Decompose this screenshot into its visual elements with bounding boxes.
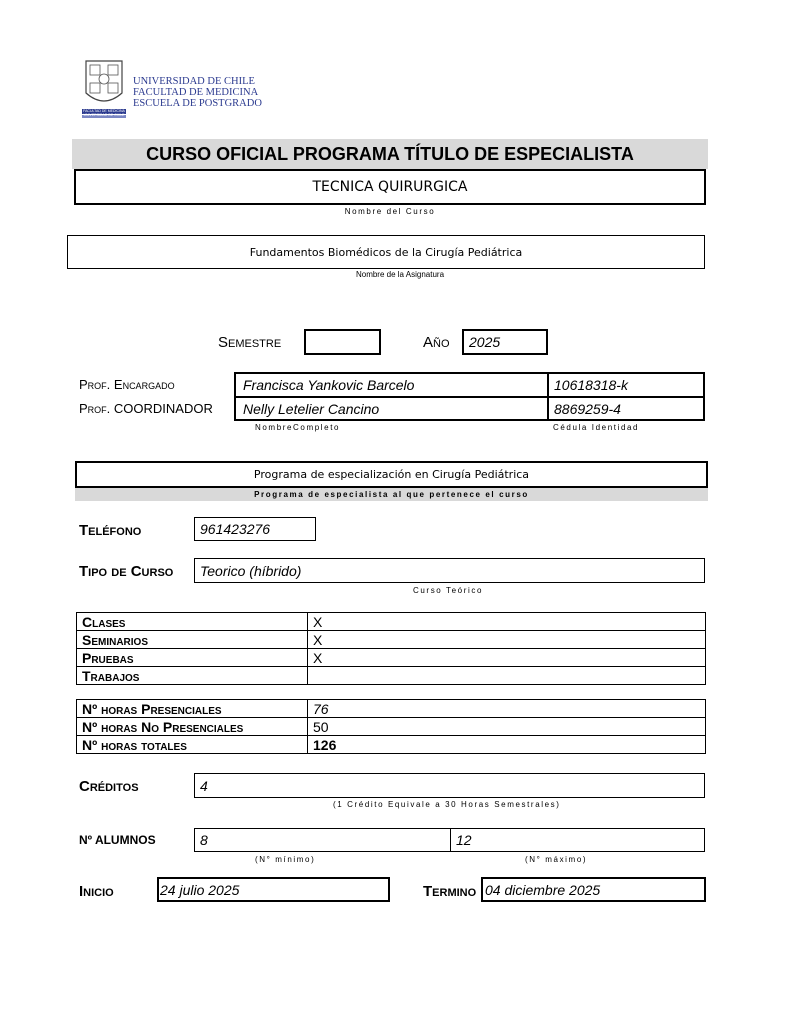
activity-label: Pruebas (77, 649, 308, 667)
title-banner (72, 139, 708, 169)
course-name: TECNICA QUIRURGICA (312, 179, 468, 195)
hours-value[interactable]: 50 (308, 718, 706, 736)
program-box (75, 461, 708, 488)
table-row (77, 700, 706, 718)
phone-field[interactable]: 961423276 (194, 517, 316, 541)
students-label: Nº ALUMNOS (79, 833, 156, 847)
activity-mark[interactable] (308, 667, 706, 685)
page-title: CURSO OFICIAL PROGRAMA TÍTULO DE ESPECIALISTA (146, 143, 634, 164)
table-row (77, 667, 706, 685)
semester-label: Semestre (218, 334, 282, 351)
credits-caption: (1 Crédito Equivale a 30 Horas Semestrales) (333, 800, 561, 809)
course-type-field[interactable]: Teorico (híbrido) (194, 558, 705, 583)
year-label: Año (423, 334, 450, 351)
course-type-caption: Curso Teórico (413, 586, 484, 595)
program-caption: Programa de especialista al que pertenece el curso (254, 490, 529, 499)
course-type-label: Tipo de Curso (79, 563, 174, 580)
id-caption: Cédula Identidad (553, 423, 640, 432)
credits-field[interactable]: 4 (194, 773, 705, 798)
hours-value[interactable]: 126 (308, 736, 706, 754)
end-date-field[interactable]: 04 diciembre 2025 (481, 877, 706, 902)
students-max-field[interactable]: 12 (450, 828, 705, 852)
professors-table (234, 372, 705, 421)
activity-label: Trabajos (77, 667, 308, 685)
activities-table (76, 612, 706, 685)
full-name-caption: NombreCompleto (255, 423, 341, 432)
hours-label: Nº horas No Presenciales (77, 718, 308, 736)
school-name: ESCUELA DE POSTGRADO (133, 98, 262, 109)
table-row (77, 631, 706, 649)
table-row (77, 718, 706, 736)
prof-coordinador-label: Prof. COORDINADOR (79, 401, 213, 416)
activity-mark[interactable]: X (308, 649, 706, 667)
hours-label: Nº horas totales (77, 736, 308, 754)
students-min-field[interactable]: 8 (194, 828, 451, 852)
students-max-caption: (N° máximo) (525, 855, 588, 864)
subject-box (67, 235, 705, 269)
students-min-caption: (N° mínimo) (255, 855, 316, 864)
institution-name (133, 76, 262, 109)
subject-caption: Nombre de la Asignatura (355, 270, 445, 279)
activity-label: Seminarios (77, 631, 308, 649)
course-name-box (74, 169, 706, 205)
table-row (77, 736, 706, 754)
year-field[interactable]: 2025 (462, 329, 548, 355)
hours-value[interactable]: 76 (308, 700, 706, 718)
hours-table (76, 699, 706, 754)
subject-name: Fundamentos Biomédicos de la Cirugía Pediátrica (249, 245, 523, 259)
start-label: Inicio (79, 883, 114, 900)
course-name-caption: Nombre del Curso (344, 207, 436, 216)
faculty-name: FACULTAD DE MEDICINA (133, 87, 259, 98)
credits-label: Créditos (79, 778, 139, 795)
hours-label: Nº horas Presenciales (77, 700, 308, 718)
phone-label: Teléfono (79, 522, 142, 539)
activity-label: Clases (77, 613, 308, 631)
prof-encargado-name[interactable]: Francisca Yankovic Barcelo (243, 377, 415, 393)
university-name: UNIVERSIDAD DE CHILE (133, 76, 255, 87)
start-date-field[interactable]: 24 julio 2025 (157, 877, 390, 902)
table-row (77, 649, 706, 667)
table-row (77, 613, 706, 631)
prof-encargado-label: Prof. Encargado (79, 377, 175, 392)
program-name: Programa de especialización en Cirugía Pediátrica (253, 468, 530, 481)
end-label: Termino (423, 883, 477, 900)
activity-mark[interactable]: X (308, 631, 706, 649)
activity-mark[interactable]: X (308, 613, 706, 631)
semester-field[interactable] (304, 329, 381, 355)
program-caption-bar (75, 488, 708, 501)
prof-coordinador-name[interactable]: Nelly Letelier Cancino (243, 400, 380, 417)
prof-coordinador-id[interactable]: 8869259-4 (554, 400, 621, 417)
prof-encargado-id[interactable]: 10618318-k (554, 377, 628, 393)
crest-caption: FACULTAD DE MEDICINA UNIVERSIDAD DE CHILE (83, 109, 125, 117)
